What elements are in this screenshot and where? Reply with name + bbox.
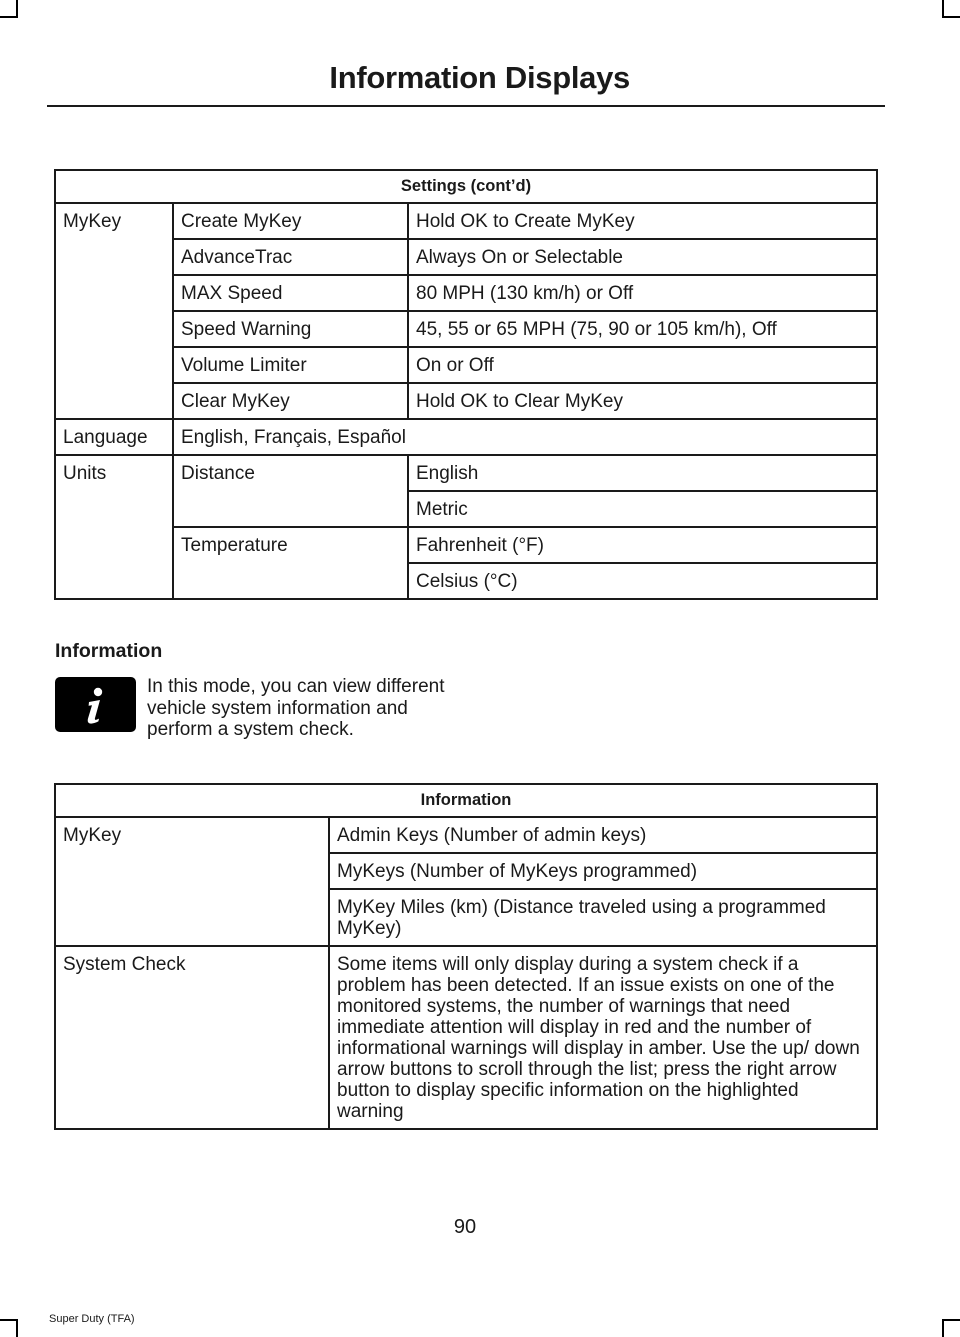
crop-mark xyxy=(942,16,960,18)
header-divider xyxy=(47,105,885,107)
information-table-caption: Information xyxy=(55,784,877,817)
table-cell: Metric xyxy=(408,491,877,527)
table-cell: 45, 55 or 65 MPH (75, 90 or 105 km/h), Off xyxy=(408,311,877,347)
table-row xyxy=(55,455,877,491)
crop-mark xyxy=(0,1319,18,1321)
table-row xyxy=(55,383,877,419)
table-cell: Celsius (°C) xyxy=(408,563,877,599)
table-row xyxy=(55,347,877,383)
table-header-row xyxy=(55,784,877,817)
table-cell: Admin Keys (Number of admin keys) xyxy=(329,817,877,853)
table-cell: Always On or Selectable xyxy=(408,239,877,275)
table-cell: MyKeys (Number of MyKeys programmed) xyxy=(329,853,877,889)
table-cell: On or Off xyxy=(408,347,877,383)
table-row xyxy=(55,946,877,1129)
table-cell: Language xyxy=(55,419,173,455)
page-title-text: Information Displays xyxy=(329,60,630,95)
table-cell: Hold OK to Clear MyKey xyxy=(408,383,877,419)
table-row xyxy=(55,419,877,455)
page-title xyxy=(0,60,930,96)
table-cell: AdvanceTrac xyxy=(173,239,408,275)
table-cell: Some items will only display during a system check if a problem has been detected. If an issue exists on one of the monitored systems, the number of warnings that need immediate attention will display in red and the number of informational warnings will display in amber. Use the up/ down arrow buttons to scroll through the list; press the right arrow button to display specific information on the highlighted warning xyxy=(329,946,877,1129)
table-row xyxy=(55,817,877,853)
crop-mark xyxy=(942,1319,960,1321)
table-cell: Distance xyxy=(173,455,408,527)
page-number: 90 xyxy=(453,1216,477,1238)
table-row xyxy=(55,239,877,275)
crop-mark xyxy=(0,16,18,18)
table-cell: System Check xyxy=(55,946,329,1129)
information-table xyxy=(54,783,878,1130)
settings-table-caption: Settings (cont’d) xyxy=(55,170,877,203)
table-cell: MAX Speed xyxy=(173,275,408,311)
settings-table xyxy=(54,169,878,600)
table-cell: MyKey Miles (km) (Distance traveled using a programmed MyKey) xyxy=(329,889,877,946)
table-row xyxy=(55,275,877,311)
table-cell: Speed Warning xyxy=(173,311,408,347)
table-cell: Clear MyKey xyxy=(173,383,408,419)
footer-model-label: Super Duty (TFA) xyxy=(49,1313,135,1325)
table-row xyxy=(55,527,877,563)
table-cell: MyKey xyxy=(55,817,329,946)
icon-spacer xyxy=(55,676,147,740)
crop-mark xyxy=(16,1319,18,1337)
table-cell: Temperature xyxy=(173,527,408,599)
table-cell: 80 MPH (130 km/h) or Off xyxy=(408,275,877,311)
table-cell: Create MyKey xyxy=(173,203,408,239)
table-cell: Hold OK to Create MyKey xyxy=(408,203,877,239)
section-heading: Information xyxy=(55,640,163,662)
table-cell: MyKey xyxy=(55,203,173,419)
information-description-text: In this mode, you can view different vehicle system information and perform a system check. xyxy=(147,676,445,740)
table-cell: Fahrenheit (°F) xyxy=(408,527,877,563)
table-header-row xyxy=(55,170,877,203)
table-cell: English, Français, Español xyxy=(173,419,877,455)
table-cell: Volume Limiter xyxy=(173,347,408,383)
crop-mark xyxy=(942,1319,944,1337)
information-description xyxy=(55,676,455,741)
table-cell: Units xyxy=(55,455,173,599)
table-row xyxy=(55,203,877,239)
table-cell: English xyxy=(408,455,877,491)
table-row xyxy=(55,311,877,347)
